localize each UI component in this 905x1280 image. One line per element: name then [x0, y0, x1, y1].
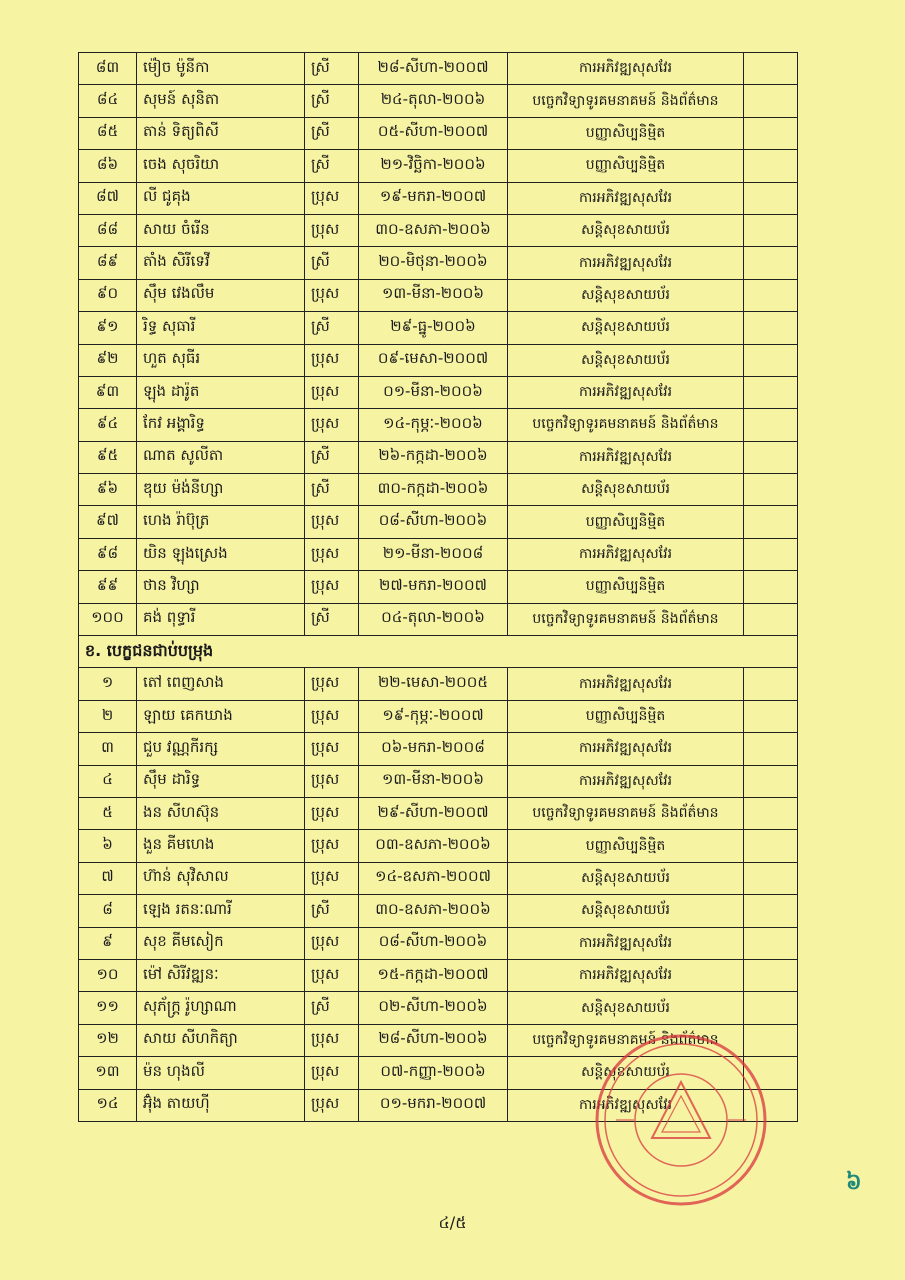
candidate-dob: ០៩-មេសា-២០០៧	[359, 344, 508, 376]
table-row	[79, 668, 798, 700]
candidate-major: បញ្ញាសិប្បនិម្មិត	[508, 700, 744, 732]
candidate-major: បញ្ញាសិប្បនិម្មិត	[508, 571, 744, 603]
candidate-sex: ប្រុស	[305, 1057, 359, 1089]
candidate-dob: ១៩-មករា-២០០៧	[359, 182, 508, 214]
table-row	[79, 150, 798, 182]
candidate-name: លី ជូគុង	[137, 182, 305, 214]
candidate-sex: ប្រុស	[305, 538, 359, 570]
candidate-sex: ប្រុស	[305, 279, 359, 311]
candidate-dob: ៣០-ឧសភា-២០០៦	[359, 214, 508, 246]
reserve-candidates-rows	[79, 668, 798, 1121]
table-row	[79, 1024, 798, 1056]
remarks-cell	[744, 927, 798, 959]
candidate-sex: ស្រី	[305, 85, 359, 117]
candidate-sex: ប្រុស	[305, 862, 359, 894]
candidate-sex: ប្រុស	[305, 797, 359, 829]
row-number: ៩៦	[79, 474, 137, 506]
candidate-major: សន្តិសុខសាយប័រ	[508, 474, 744, 506]
remarks-cell	[744, 1024, 798, 1056]
candidate-dob: ២៦-កក្កដា-២០០៦	[359, 441, 508, 473]
remarks-cell	[744, 959, 798, 991]
remarks-cell	[744, 441, 798, 473]
candidate-name: គង់ ពុទ្ធារី	[137, 603, 305, 635]
remarks-cell	[744, 992, 798, 1024]
remarks-cell	[744, 474, 798, 506]
remarks-cell	[744, 279, 798, 311]
candidate-sex: ស្រី	[305, 150, 359, 182]
candidate-name: ហួត សុធីរ	[137, 344, 305, 376]
candidate-name: ចេង សុចរិយា	[137, 150, 305, 182]
remarks-cell	[744, 603, 798, 635]
candidate-name: ជួប វណ្ណកីរក្ស	[137, 733, 305, 765]
remarks-cell	[744, 700, 798, 732]
candidate-dob: ២៨-សីហា-២០០៦	[359, 1024, 508, 1056]
candidate-sex: ស្រី	[305, 312, 359, 344]
candidate-major: បញ្ញាសិប្បនិម្មិត	[508, 830, 744, 862]
candidate-dob: ១៤-កុម្ភៈ-២០០៦	[359, 409, 508, 441]
passed-candidates-rows	[79, 53, 798, 636]
candidate-major: បច្ចេកវិទ្យាទូរគមនាគមន៍ និងព័ត៌មាន	[508, 797, 744, 829]
candidate-name: ឡុង ដារ៉ូត	[137, 376, 305, 408]
candidate-name: ម៉ៀច ម៉ូនីកា	[137, 53, 305, 85]
table-row	[79, 376, 798, 408]
row-number: ៩	[79, 927, 137, 959]
candidate-name: រិទ្ធ សុធារី	[137, 312, 305, 344]
table-row	[79, 344, 798, 376]
candidate-sex: ប្រុស	[305, 344, 359, 376]
candidate-sex: ស្រី	[305, 117, 359, 149]
candidate-dob: ១៣-មីនា-២០០៦	[359, 279, 508, 311]
remarks-cell	[744, 1057, 798, 1089]
table-row	[79, 797, 798, 829]
table-row	[79, 506, 798, 538]
candidate-dob: ២៨-សីហា-២០០៧	[359, 53, 508, 85]
candidate-name: ហេង រ៉ាប៊ុត្រ	[137, 506, 305, 538]
page-number: ៤/៥	[438, 1213, 467, 1232]
row-number: ៣	[79, 733, 137, 765]
row-number: ៨	[79, 895, 137, 927]
table-row	[79, 959, 798, 991]
table-row	[79, 538, 798, 570]
row-number: ៩៥	[79, 441, 137, 473]
table-row	[79, 603, 798, 635]
candidate-dob: ០៤-តុលា-២០០៦	[359, 603, 508, 635]
candidate-table	[78, 52, 798, 1122]
remarks-cell	[744, 895, 798, 927]
candidate-major: បច្ចេកវិទ្យាទូរគមនាគមន៍ និងព័ត៌មាន	[508, 409, 744, 441]
candidate-dob: ០១-មករា-២០០៧	[359, 1089, 508, 1121]
remarks-cell	[744, 765, 798, 797]
table-row	[79, 182, 798, 214]
remarks-cell	[744, 182, 798, 214]
table-row	[79, 992, 798, 1024]
candidate-sex: ប្រុស	[305, 214, 359, 246]
remarks-cell	[744, 862, 798, 894]
candidate-dob: ១៩-កុម្ភៈ-២០០៧	[359, 700, 508, 732]
candidate-sex: ស្រី	[305, 895, 359, 927]
candidate-name: ឡាយ គេកឃាង	[137, 700, 305, 732]
candidate-sex: ប្រុស	[305, 733, 359, 765]
section-title: ខ. បេក្ខជនជាប់បម្រុង	[79, 636, 798, 668]
row-number: ៨៨	[79, 214, 137, 246]
candidate-sex: ស្រី	[305, 441, 359, 473]
candidate-name: កែវ អង្គារិទ្ធ	[137, 409, 305, 441]
table-row	[79, 117, 798, 149]
candidate-roster-sheet	[78, 52, 797, 1122]
table-row	[79, 1089, 798, 1121]
table-row	[79, 214, 798, 246]
candidate-dob: ១៤-ឧសភា-២០០៧	[359, 862, 508, 894]
row-number: ៩៨	[79, 538, 137, 570]
candidate-name: ម៉ន ហុងលី	[137, 1057, 305, 1089]
remarks-cell	[744, 376, 798, 408]
candidate-major: ការអភិវឌ្ឍសុសវែរ	[508, 53, 744, 85]
candidate-sex: ស្រី	[305, 247, 359, 279]
candidate-dob: ០៥-សីហា-២០០៧	[359, 117, 508, 149]
candidate-major: ការអភិវឌ្ឍសុសវែរ	[508, 733, 744, 765]
candidate-major: បច្ចេកវិទ្យាទូរគមនាគមន៍ និងព័ត៌មាន	[508, 1024, 744, 1056]
candidate-major: ការអភិវឌ្ឍសុសវែរ	[508, 247, 744, 279]
remarks-cell	[744, 247, 798, 279]
row-number: ៤	[79, 765, 137, 797]
row-number: ១៤	[79, 1089, 137, 1121]
candidate-dob: ០២-សីហា-២០០៦	[359, 992, 508, 1024]
remarks-cell	[744, 1089, 798, 1121]
row-number: ៩២	[79, 344, 137, 376]
candidate-major: ការអភិវឌ្ឍសុសវែរ	[508, 538, 744, 570]
remarks-cell	[744, 506, 798, 538]
table-row	[79, 247, 798, 279]
candidate-major: សន្តិសុខសាយប័រ	[508, 895, 744, 927]
row-number: ១៣	[79, 1057, 137, 1089]
candidate-dob: ២២-មេសា-២០០៥	[359, 668, 508, 700]
candidate-dob: ០៨-សីហា-២០០៦	[359, 927, 508, 959]
row-number: ៩១	[79, 312, 137, 344]
candidate-major: បច្ចេកវិទ្យាទូរគមនាគមន៍ និងព័ត៌មាន	[508, 85, 744, 117]
table-row	[79, 927, 798, 959]
candidate-name: ស៊ឹម ដារិទ្ធ	[137, 765, 305, 797]
table-row	[79, 53, 798, 85]
table-row	[79, 765, 798, 797]
candidate-dob: ០១-មីនា-២០០៦	[359, 376, 508, 408]
remarks-cell	[744, 733, 798, 765]
candidate-dob: ២៩-សីហា-២០០៧	[359, 797, 508, 829]
table-row	[79, 830, 798, 862]
candidate-major: បញ្ញាសិប្បនិម្មិត	[508, 150, 744, 182]
candidate-dob: ២៧-មករា-២០០៧	[359, 571, 508, 603]
row-number: ៩៤	[79, 409, 137, 441]
candidate-name: ណាត សូលីតា	[137, 441, 305, 473]
row-number: ៨៩	[79, 247, 137, 279]
candidate-name: តៅ ពេញសាង	[137, 668, 305, 700]
candidate-major: ការអភិវឌ្ឍសុសវែរ	[508, 1089, 744, 1121]
candidate-name: តាំង សិរីទេវី	[137, 247, 305, 279]
candidate-sex: ស្រី	[305, 992, 359, 1024]
candidate-name: សាយ ចំរើន	[137, 214, 305, 246]
candidate-dob: ២៩-ធ្នូ-២០០៦	[359, 312, 508, 344]
remarks-cell	[744, 214, 798, 246]
row-number: ៨៧	[79, 182, 137, 214]
candidate-major: សន្តិសុខសាយប័រ	[508, 279, 744, 311]
candidate-sex: ប្រុស	[305, 376, 359, 408]
row-number: ៥	[79, 797, 137, 829]
table-row	[79, 409, 798, 441]
candidate-sex: ប្រុស	[305, 1089, 359, 1121]
row-number: ៨៤	[79, 85, 137, 117]
remarks-cell	[744, 85, 798, 117]
candidate-dob: ១៣-មីនា-២០០៦	[359, 765, 508, 797]
candidate-major: ការអភិវឌ្ឍសុសវែរ	[508, 376, 744, 408]
candidate-dob: ០៣-ឧសភា-២០០៦	[359, 830, 508, 862]
candidate-name: សុខ គីមសៀក	[137, 927, 305, 959]
candidate-sex: ប្រុស	[305, 182, 359, 214]
row-number: ១	[79, 668, 137, 700]
candidate-major: សន្តិសុខសាយប័រ	[508, 1057, 744, 1089]
remarks-cell	[744, 117, 798, 149]
remarks-cell	[744, 797, 798, 829]
candidate-name: តាន់ ទិត្យពិសី	[137, 117, 305, 149]
candidate-sex: ប្រុស	[305, 506, 359, 538]
candidate-sex: ប្រុស	[305, 668, 359, 700]
row-number: ៦	[79, 830, 137, 862]
candidate-sex: ប្រុស	[305, 700, 359, 732]
remarks-cell	[744, 53, 798, 85]
row-number: ៩៩	[79, 571, 137, 603]
row-number: ១០០	[79, 603, 137, 635]
candidate-major: ការអភិវឌ្ឍសុសវែរ	[508, 765, 744, 797]
candidate-name: ឡេង រតនៈណារី	[137, 895, 305, 927]
candidate-name: អ៊ុំង តាយហ៊ី	[137, 1089, 305, 1121]
candidate-sex: ប្រុស	[305, 927, 359, 959]
candidate-dob: ២១-មីនា-២០០៨	[359, 538, 508, 570]
row-number: ៨៥	[79, 117, 137, 149]
candidate-dob: ០៦-មករា-២០០៨	[359, 733, 508, 765]
table-row	[79, 862, 798, 894]
table-row	[79, 474, 798, 506]
candidate-major: បញ្ញាសិប្បនិម្មិត	[508, 506, 744, 538]
reserve-section-header	[79, 636, 798, 668]
candidate-name: ងន សីហស៊ុន	[137, 797, 305, 829]
side-mark: ៦	[846, 1170, 862, 1195]
candidate-sex: ប្រុស	[305, 571, 359, 603]
remarks-cell	[744, 538, 798, 570]
remarks-cell	[744, 344, 798, 376]
candidate-name: សុមន៍ សុនិតា	[137, 85, 305, 117]
candidate-major: សន្តិសុខសាយប័រ	[508, 344, 744, 376]
candidate-dob: ៣០-ឧសភា-២០០៦	[359, 895, 508, 927]
candidate-dob: ២០-មិថុនា-២០០៦	[359, 247, 508, 279]
table-row	[79, 1057, 798, 1089]
remarks-cell	[744, 312, 798, 344]
candidate-major: ការអភិវឌ្ឍសុសវែរ	[508, 668, 744, 700]
table-row	[79, 279, 798, 311]
candidate-dob: ១៥-កក្កដា-២០០៧	[359, 959, 508, 991]
candidate-name: ថាន វិហ្សា	[137, 571, 305, 603]
candidate-name: ស៊ឹម វេងលឹម	[137, 279, 305, 311]
candidate-major: ការអភិវឌ្ឍសុសវែរ	[508, 959, 744, 991]
candidate-sex: ប្រុស	[305, 830, 359, 862]
row-number: ២	[79, 700, 137, 732]
candidate-name: សាយ សីហកិត្យា	[137, 1024, 305, 1056]
remarks-cell	[744, 668, 798, 700]
table-row	[79, 85, 798, 117]
candidate-dob: ០៨-សីហា-២០០៦	[359, 506, 508, 538]
candidate-name: ឌុយ ម៉ង់នីហ្សា	[137, 474, 305, 506]
row-number: ៨៦	[79, 150, 137, 182]
candidate-name: ម៉ៅ សិរីវឌ្ឍនៈ	[137, 959, 305, 991]
candidate-major: បញ្ញាសិប្បនិម្មិត	[508, 117, 744, 149]
table-row	[79, 733, 798, 765]
candidate-sex: ប្រុស	[305, 959, 359, 991]
candidate-dob: ៣០-កក្កដា-២០០៦	[359, 474, 508, 506]
row-number: ១០	[79, 959, 137, 991]
remarks-cell	[744, 571, 798, 603]
remarks-cell	[744, 150, 798, 182]
section-header-row	[79, 636, 798, 668]
row-number: ១២	[79, 1024, 137, 1056]
candidate-name: សុភ័ក្ត្រ រ៉ូហ្សាណា	[137, 992, 305, 1024]
table-row	[79, 895, 798, 927]
row-number: ៨៣	[79, 53, 137, 85]
candidate-sex: ប្រុស	[305, 1024, 359, 1056]
candidate-major: សន្តិសុខសាយប័រ	[508, 312, 744, 344]
candidate-dob: ២១-វិច្ឆិកា-២០០៦	[359, 150, 508, 182]
candidate-sex: ស្រី	[305, 603, 359, 635]
table-row	[79, 571, 798, 603]
candidate-major: សន្តិសុខសាយប័រ	[508, 992, 744, 1024]
candidate-sex: ស្រី	[305, 474, 359, 506]
candidate-major: បច្ចេកវិទ្យាទូរគមនាគមន៍ និងព័ត៌មាន	[508, 603, 744, 635]
candidate-sex: ស្រី	[305, 53, 359, 85]
row-number: ១១	[79, 992, 137, 1024]
row-number: ៩៧	[79, 506, 137, 538]
row-number: ៩០	[79, 279, 137, 311]
candidate-sex: ប្រុស	[305, 765, 359, 797]
candidate-dob: ២៤-តុលា-២០០៦	[359, 85, 508, 117]
candidate-name: ហ៊ាន់ សុវិសាល	[137, 862, 305, 894]
candidate-major: សន្តិសុខសាយប័រ	[508, 862, 744, 894]
table-row	[79, 312, 798, 344]
candidate-major: ការអភិវឌ្ឍសុសវែរ	[508, 182, 744, 214]
remarks-cell	[744, 409, 798, 441]
table-row	[79, 700, 798, 732]
remarks-cell	[744, 830, 798, 862]
candidate-major: ការអភិវឌ្ឍសុសវែរ	[508, 441, 744, 473]
candidate-major: សន្តិសុខសាយប័រ	[508, 214, 744, 246]
candidate-name: យិន ឡុងស្រេង	[137, 538, 305, 570]
candidate-name: ងួន គីមហេង	[137, 830, 305, 862]
candidate-sex: ប្រុស	[305, 409, 359, 441]
candidate-dob: ០៧-កញ្ញា-២០០៦	[359, 1057, 508, 1089]
row-number: ៩៣	[79, 376, 137, 408]
table-row	[79, 441, 798, 473]
row-number: ៧	[79, 862, 137, 894]
candidate-major: ការអភិវឌ្ឍសុសវែរ	[508, 927, 744, 959]
